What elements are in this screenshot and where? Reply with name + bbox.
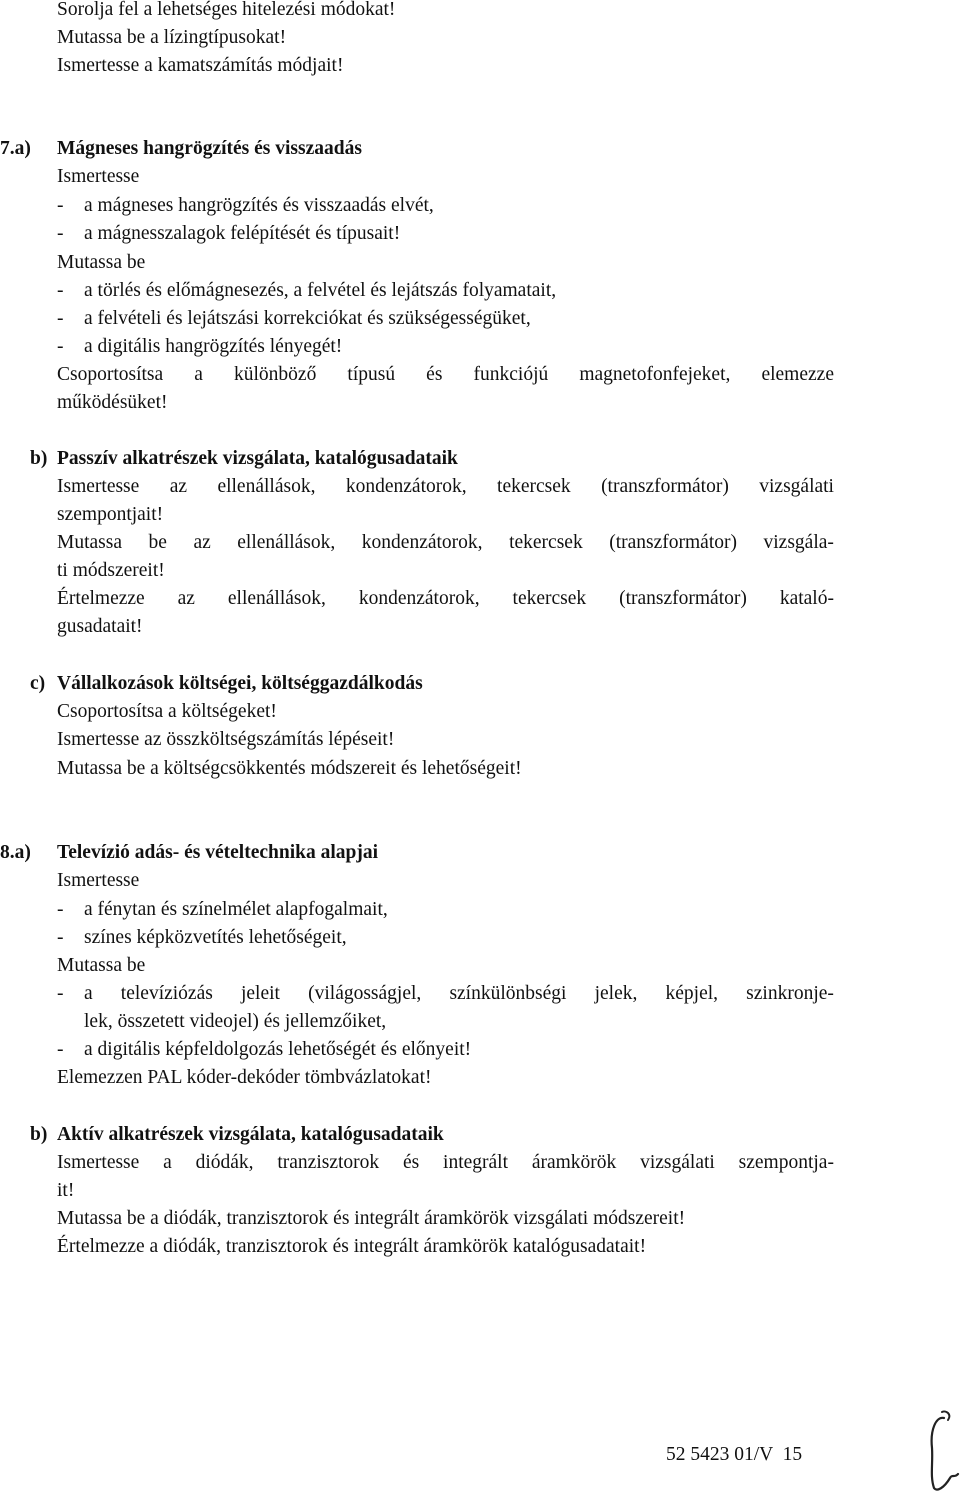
word: Ismertesse: [57, 476, 140, 497]
word: vizsgálati: [759, 476, 834, 497]
word: a: [84, 983, 93, 1004]
word: színkülönbségi: [449, 983, 567, 1004]
word: magnetofonfejeket,: [579, 364, 731, 385]
word: képjel,: [665, 983, 719, 1004]
section-8a-item-3: [84, 982, 834, 1006]
word: típusú: [347, 364, 396, 385]
section-7c-number: c): [30, 673, 46, 694]
word: a: [194, 364, 203, 385]
section-7c-line-3: Mutassa be a költségcsökkentés módszereit és lehetőségeit!: [57, 758, 522, 779]
word: Értelmezze: [57, 588, 145, 609]
word: kataló-: [779, 588, 834, 609]
section-8a-ismertesse: Ismertesse: [57, 870, 140, 891]
intro-line-2: Mutassa be a lízingtípusokat!: [57, 27, 287, 48]
word: tekercsek: [509, 532, 583, 553]
section-7b-para-1-cont: szempontjait!: [57, 504, 164, 525]
word: a: [163, 1152, 172, 1173]
word: jelek,: [594, 983, 638, 1004]
word: (transzformátor): [601, 476, 729, 497]
section-7b-para-1: [57, 475, 834, 499]
section-7c-title: Vállalkozások költségei, költséggazdálkodás: [57, 673, 423, 694]
word: ellenállások,: [217, 476, 316, 497]
bullet-dash: -: [57, 195, 64, 216]
word: kondenzátorok,: [358, 588, 480, 609]
section-7a-ismertesse: Ismertesse: [57, 166, 140, 187]
word: vizsgála-: [763, 532, 834, 553]
page-footer-code: 52 5423 01/V 15: [666, 1444, 803, 1465]
word: szempontja-: [738, 1152, 834, 1173]
word: szinkronje-: [746, 983, 834, 1004]
word: Csoportosítsa: [57, 364, 164, 385]
section-7a-title: Mágneses hangrögzítés és visszaadás: [57, 138, 362, 159]
word: tekercsek: [497, 476, 571, 497]
section-7b-para-2-cont: ti módszereit!: [57, 560, 165, 581]
section-8a-item-2: színes képközvetítés lehetőségeit,: [84, 927, 347, 948]
word: kondenzátorok,: [361, 532, 483, 553]
word: jeleit: [240, 983, 280, 1004]
section-8a-item-1: a fénytan és színelmélet alapfogalmait,: [84, 899, 388, 920]
word: és: [402, 1152, 420, 1173]
section-8a-title: Televízió adás- és vételtechnika alapjai: [57, 842, 379, 863]
section-7a-item-3: a törlés és előmágnesezés, a felvétel és lejátszás folyamatait,: [84, 280, 557, 301]
word: elemezze: [761, 364, 834, 385]
word: Ismertesse: [57, 1152, 140, 1173]
section-7a-group-line: [57, 363, 834, 387]
section-8b-para-3: Értelmezze a diódák, tranzisztorok és integrált áramkörök katalógusadatait!: [57, 1236, 647, 1257]
section-8a-elemezzen: Elemezzen PAL kóder-dekóder tömbvázlatokat!: [57, 1067, 432, 1088]
word: ellenállások,: [237, 532, 336, 553]
section-7b-para-2: [57, 531, 834, 555]
word: (transzformátor): [609, 532, 737, 553]
word: funkciójú: [473, 364, 549, 385]
word: ellenállások,: [227, 588, 326, 609]
bullet-dash: -: [57, 1039, 64, 1060]
word: tranzisztorok: [277, 1152, 380, 1173]
word: tekercsek: [512, 588, 587, 609]
bullet-dash: -: [57, 223, 64, 244]
section-8b-number: b): [30, 1124, 48, 1145]
section-8b-title: Aktív alkatrészek vizsgálata, katalógusadataik: [57, 1124, 444, 1145]
section-7b-title: Passzív alkatrészek vizsgálata, katalógusadataik: [57, 448, 458, 469]
section-7a-group-line-2: működésüket!: [57, 392, 168, 413]
bullet-dash: -: [57, 280, 64, 301]
bullet-dash: -: [57, 308, 64, 329]
intro-line-3: Ismertesse a kamatszámítás módjait!: [57, 55, 344, 76]
section-7a-item-2: a mágnesszalagok felépítését és típusait!: [84, 223, 401, 244]
word: (világosságjel,: [308, 983, 422, 1004]
section-8b-para-1-cont: it!: [57, 1180, 75, 1201]
word: (transzformátor): [619, 588, 747, 609]
section-8a-number: 8.a): [0, 842, 31, 863]
word: különböző: [234, 364, 317, 385]
section-7c-line-2: Ismertesse az összköltségszámítás lépéseit!: [57, 729, 395, 750]
word: és: [426, 364, 443, 385]
section-7a-item-1: a mágneses hangrögzítés és visszaadás elvét,: [84, 195, 434, 216]
word: integrált: [443, 1152, 509, 1173]
bullet-dash: -: [57, 899, 64, 920]
signature-mark: [922, 1408, 960, 1492]
word: az: [193, 532, 211, 553]
word: kondenzátorok,: [345, 476, 467, 497]
section-7a-number: 7.a): [0, 138, 31, 159]
section-7c-line-1: Csoportosítsa a költségeket!: [57, 701, 277, 722]
word: az: [169, 476, 188, 497]
word: áramkörök: [531, 1152, 617, 1173]
section-8a-mutassa: Mutassa be: [57, 955, 146, 976]
section-7b-para-3: [57, 587, 834, 611]
section-8a-item-3-cont: lek, összetett videojel) és jellemzőiket,: [84, 1011, 387, 1032]
word: az: [177, 588, 195, 609]
word: televíziózás: [120, 983, 213, 1004]
section-7a-mutassa: Mutassa be: [57, 252, 146, 273]
section-7b-para-3-cont: gusadatait!: [57, 616, 143, 637]
section-7a-item-5: a digitális hangrögzítés lényegét!: [84, 336, 343, 357]
bullet-dash: -: [57, 336, 64, 357]
word: be: [148, 532, 167, 553]
section-8b-para-2: Mutassa be a diódák, tranzisztorok és integrált áramkörök vizsgálati módszereit!: [57, 1208, 686, 1229]
bullet-dash: -: [57, 983, 64, 1004]
word: vizsgálati: [640, 1152, 715, 1173]
intro-line-1: Sorolja fel a lehetséges hitelezési módokat!: [57, 0, 396, 20]
section-8b-para-1: [57, 1151, 834, 1175]
section-7b-number: b): [30, 448, 48, 469]
bullet-dash: -: [57, 927, 64, 948]
section-7a-item-4: a felvételi és lejátszási korrekciókat és szükségességüket,: [84, 308, 531, 329]
word: Mutassa: [57, 532, 122, 553]
section-8a-item-4: a digitális képfeldolgozás lehetőségét és előnyeit!: [84, 1039, 472, 1060]
word: diódák,: [195, 1152, 254, 1173]
